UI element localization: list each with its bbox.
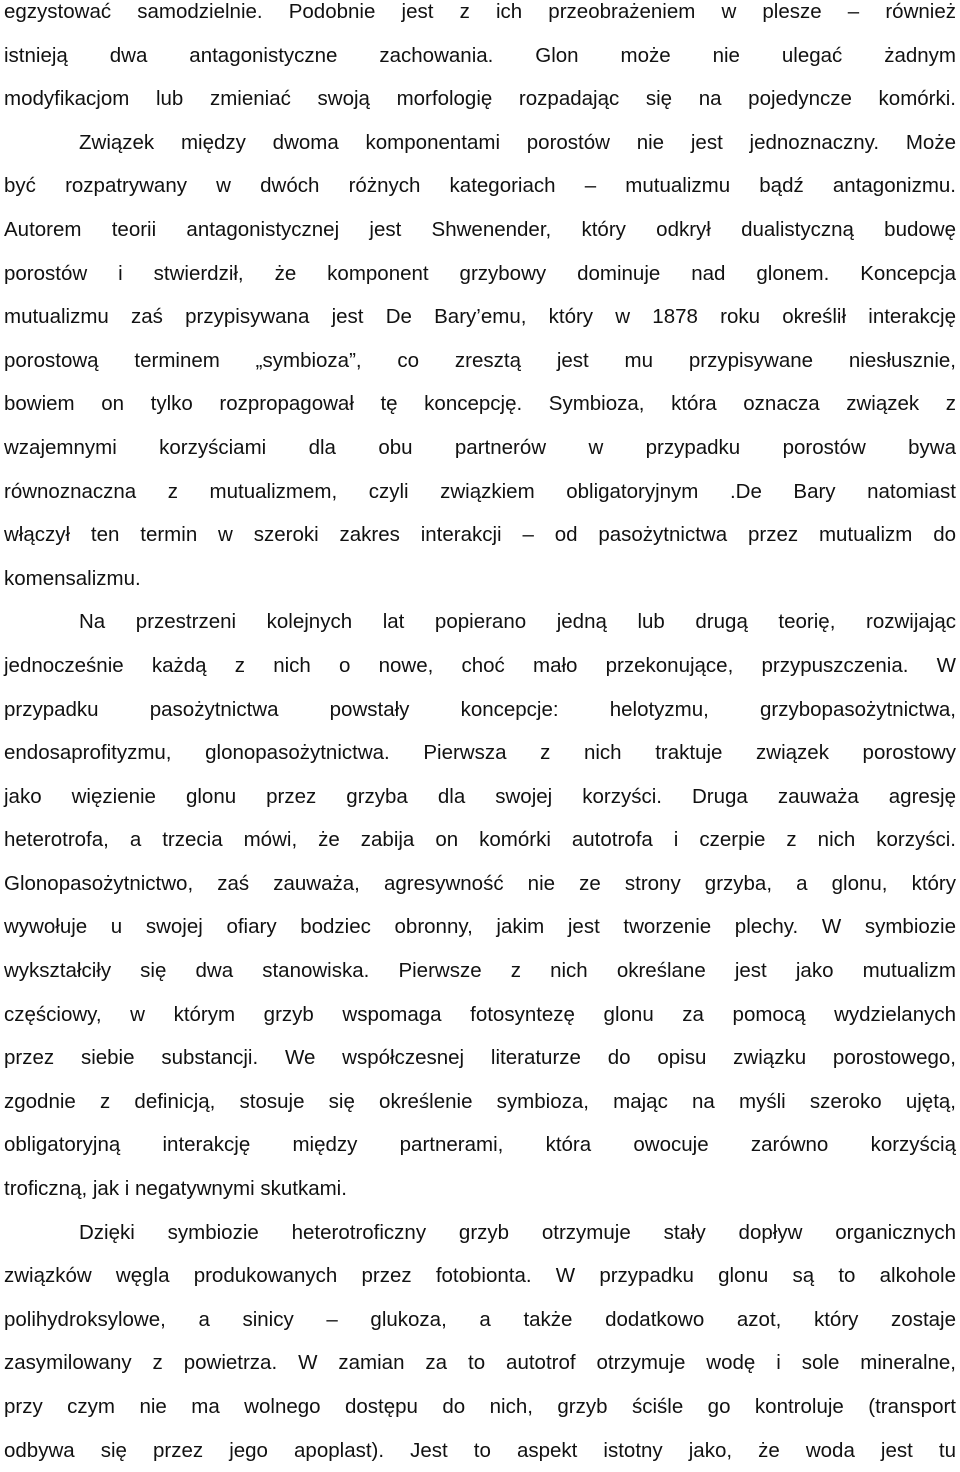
text-line: polihydroksylowe, a sinicy – glukoza, a także dodatkowo azot, który zostaje bbox=[4, 1307, 956, 1331]
text-line: endosaprofityzmu, glonopasożytnictwa. Pierwsza z nich traktuje związek porostowy bbox=[4, 741, 956, 765]
text-line: przez siebie substancji. We współczesnej literaturze do opisu związku porostowego, bbox=[4, 1046, 956, 1070]
text-line: włączył ten termin w szeroki zakres interakcji – od pasożytnictwa przez mutualizm do bbox=[4, 523, 956, 547]
document-body bbox=[4, 0, 956, 1472]
text-line: zasymilowany z powietrza. W zamian za to autotrof otrzymuje wodę i sole mineralne, bbox=[4, 1351, 956, 1375]
text-line: egzystować samodzielnie. Podobnie jest z ich przeobrażeniem w plesze – również bbox=[4, 0, 956, 23]
text-line: Związek między dwoma komponentami porostów nie jest jednoznaczny. Może bbox=[79, 130, 956, 154]
text-line: przypadku pasożytnictwa powstały koncepcje: helotyzmu, grzybopasożytnictwa, bbox=[4, 697, 956, 721]
text-line: związków węgla produkowanych przez fotobionta. W przypadku glonu są to alkohole bbox=[4, 1264, 956, 1288]
text-line: częściowy, w którym grzyb wspomaga fotosyntezę glonu za pomocą wydzielanych bbox=[4, 1002, 956, 1026]
text-line: Na przestrzeni kolejnych lat popierano jedną lub drugą teorię, rozwijając bbox=[79, 610, 956, 634]
text-line: przy czym nie ma wolnego dostępu do nich, grzyb ściśle go kontroluje (transport bbox=[4, 1395, 956, 1418]
text-line: równoznaczna z mutualizmem, czyli związkiem obligatoryjnym .De Bary natomiast bbox=[4, 479, 956, 503]
text-line: mutualizmu zaś przypisywana jest De Bary’emu, który w 1878 roku określił interakcję bbox=[4, 305, 956, 329]
paragraph bbox=[4, 600, 956, 1210]
text-line: Glonopasożytnictwo, zaś zauważa, agresywność nie ze strony grzyba, a glonu, który bbox=[4, 871, 956, 895]
text-line: zgodnie z definicją, stosuje się określenie symbioza, mając na myśli szeroko ujętą, bbox=[4, 1089, 956, 1113]
text-line: wywołuje u swojej ofiary bodziec obronny, jakim jest tworzenie plechy. W symbiozie bbox=[4, 915, 956, 939]
text-line: obligatoryjną interakcję między partnerami, która owocuje zarówno korzyścią bbox=[4, 1133, 956, 1157]
text-line: modyfikacjom lub zmieniać swoją morfologię rozpadając się na pojedyncze komórki. bbox=[4, 87, 956, 111]
text-line: porostów i stwierdził, że komponent grzybowy dominuje nad glonem. Koncepcja bbox=[4, 261, 956, 285]
text-line: Dzięki symbiozie heterotroficzny grzyb otrzymuje stały dopływ organicznych bbox=[79, 1220, 956, 1244]
paragraph bbox=[4, 121, 956, 601]
text-line: heterotrofa, a trzecia mówi, że zabija on komórki autotrofa i czerpie z nich korzyści. bbox=[4, 828, 956, 852]
text-line: jako więzienie glonu przez grzyba dla swojej korzyści. Druga zauważa agresję bbox=[4, 784, 956, 808]
text-line: bowiem on tylko rozpropagował tę koncepcję. Symbioza, która oznacza związek z bbox=[4, 392, 956, 416]
paragraph bbox=[4, 0, 956, 121]
text-line: wykształciły się dwa stanowiska. Pierwsze z nich określane jest jako mutualizm bbox=[4, 959, 956, 983]
text-line: istnieją dwa antagonistyczne zachowania. Glon może nie ulegać żadnym bbox=[4, 43, 956, 67]
text-line: odbywa się przez jego apoplast). Jest to aspekt istotny jako, że woda jest tu bbox=[4, 1438, 956, 1462]
paragraph bbox=[4, 1211, 956, 1472]
text-line: jednocześnie każdą z nich o nowe, choć mało przekonujące, przypuszczenia. W bbox=[4, 653, 956, 677]
text-line: troficzną, jak i negatywnymi skutkami. bbox=[4, 1177, 347, 1201]
text-line: być rozpatrywany w dwóch różnych kategoriach – mutualizmu bądź antagonizmu. bbox=[4, 174, 956, 198]
text-line: komensalizmu. bbox=[4, 566, 141, 590]
text-line: Autorem teorii antagonistycznej jest Shwenender, który odkrył dualistyczną budowę bbox=[4, 217, 956, 241]
text-line: porostową terminem „symbioza”, co zresztą jest mu przypisywane niesłusznie, bbox=[4, 348, 956, 372]
text-line: wzajemnymi korzyściami dla obu partnerów w przypadku porostów bywa bbox=[4, 435, 956, 459]
